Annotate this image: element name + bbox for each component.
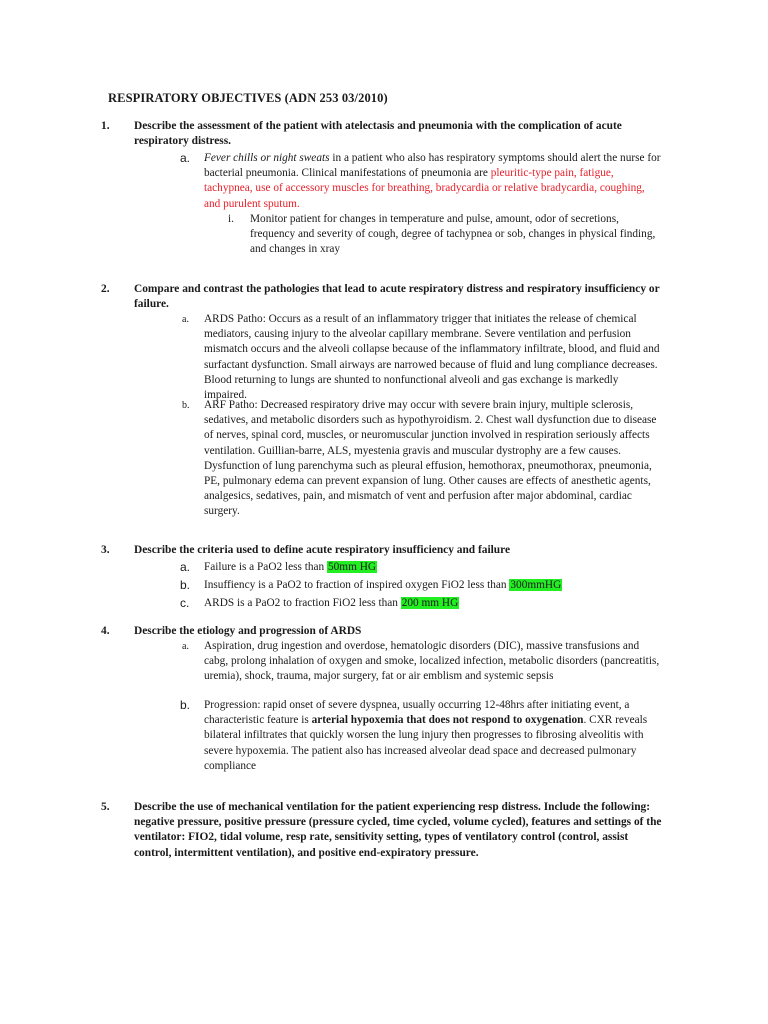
q4-answer-b: [180, 698, 662, 774]
question-text: Describe the criteria used to define acute respiratory insufficiency and failure: [134, 544, 511, 556]
bold-phrase: arterial hypoxemia that does not respond to oxygenation: [311, 714, 584, 727]
question-3: [101, 543, 664, 558]
list-marker: b.: [180, 578, 191, 592]
q3-answer-b: [180, 578, 662, 593]
q2-answer-a: [182, 312, 662, 403]
answer-text: Insuffiency is a PaO2 to fraction of inspired oxygen FiO2 less than: [204, 579, 510, 591]
q1-answer-a-i: [228, 212, 662, 258]
italic-phrase: Fever chills or night sweats: [204, 152, 330, 164]
answer-text: . CXR reveals bilateral infiltrates that quickly worsen the lung injury then progresses to fibrosing alveolitis with severe hypoxemia. The patient also has increased alveolar dead space and decreased pulmonary compliance: [204, 714, 648, 772]
answer-text: Progression: rapid onset of severe dyspnea, usually occurring 12-48hrs after initiating event, a characteristic feature is: [204, 699, 630, 727]
list-marker: a.: [182, 314, 189, 325]
answer-text: Monitor patient for changes in temperature and pulse, amount, odor of secretions, frequency and severity of cough, degree of tachypnea or sob, changes in physical finding, and changes in xray: [250, 213, 656, 256]
answer-text: in a patient who also has respiratory symptoms should alert the nurse for bacterial pneumonia. Clinical manifestations of pneumonia are: [204, 152, 661, 180]
list-marker: i.: [228, 213, 234, 225]
question-number: 1.: [101, 120, 110, 132]
question-text: Describe the assessment of the patient with atelectasis and pneumonia with the complication of acute respiratory distress.: [134, 120, 622, 148]
highlighted-value: 300mmHG: [510, 579, 562, 591]
answer-text: Aspiration, drug ingestion and overdose, hematologic disorders (DIC), massive transfusions and cabg, prolong inhalation of oxygen and smoke, localized infection, metabolic disorders (pancreatitis, uremia), shock, trauma, major surgery, fat or air emblism and systemic sepsis: [204, 640, 660, 683]
q2-answer-b: [182, 398, 662, 520]
q3-answer-a: [180, 560, 662, 575]
q4-answer-a: [182, 639, 662, 685]
list-marker: a.: [180, 151, 191, 165]
q1-answer-a: [180, 151, 662, 212]
question-text: Describe the etiology and progression of ARDS: [134, 625, 362, 637]
question-text: Describe the use of mechanical ventilation for the patient experiencing resp distress. Include the following: negative pressure, positive pressure (pressure cycled, time cycled, volume cycled), features and settings of the ventilator: FIO2, tidal volume, resp rate, sensitivity setting, types of ventilatory control (control, assist control, intermittent ventilation), and positive end-expiratory pressure.: [134, 801, 662, 859]
list-marker: b.: [180, 698, 191, 712]
answer-text: ARDS Patho: Occurs as a result of an inflammatory trigger that initiates the release of chemical mediators, causing injury to the alveolar capillary membrane. Severe ventilation and perfusion mismatch occurs and the alveoli collapse because of the inflammatory infiltrate, blood, and fluid and surfactant dysfunction. Small airways are narrowed because of fluid and lung compliance decreases. Blood returning to lungs are shunted to nonfunctional alveoli and gas exchange is markedly impaired.: [204, 313, 660, 402]
question-number: 3.: [101, 544, 110, 556]
answer-text: ARF Patho: Decreased respiratory drive may occur with severe brain injury, multiple sclerosis, sedatives, and metabolic disorders such as hypothyroidism. 2. Chest wall dysfunction due to disease of nerves, spinal cord, muscles, or neuromuscular junction involved in respiration seriously affects ventilation. Guillian-barre, ALS, myestenia gravis and muscular dystrophy are a few causes. Dysfunction of lung parenchyma such as pleural effusion, hemothorax, pneumothorax, pneumonia, PE, pulmonary edema can prevent expansion of lung. Other causes are effects of anesthetic agents, analgesics, sedatives, pain, and mismatch of vent and perfusion after major abdominal, cardiac surgery.: [204, 399, 657, 518]
document-title: RESPIRATORY OBJECTIVES (ADN 253 03/2010): [108, 91, 388, 105]
question-2: [101, 282, 664, 312]
question-5: [101, 800, 664, 861]
question-4: [101, 624, 664, 639]
question-text: Compare and contrast the pathologies that lead to acute respiratory distress and respiratory insufficiency or failure.: [134, 283, 660, 311]
list-marker: c.: [180, 596, 190, 610]
list-marker: a.: [180, 560, 191, 574]
list-marker: a.: [182, 641, 189, 652]
highlighted-value: 50mm HG: [328, 561, 377, 573]
question-number: 4.: [101, 625, 110, 637]
question-number: 5.: [101, 801, 110, 813]
highlighted-value: 200 mm HG: [401, 597, 459, 609]
highlighted-red-text: pleuritic-type pain, fatigue, tachypnea, use of accessory muscles for breathing, bradycardia or relative bradycardia, coughing, and purulent sputum.: [204, 167, 645, 210]
question-1: [101, 119, 664, 149]
q3-answer-c: [180, 596, 662, 611]
answer-text: ARDS is a PaO2 to fraction FiO2 less than: [204, 597, 401, 609]
answer-text: Failure is a PaO2 less than: [204, 561, 327, 573]
question-number: 2.: [101, 283, 110, 295]
list-marker: b.: [182, 400, 190, 411]
